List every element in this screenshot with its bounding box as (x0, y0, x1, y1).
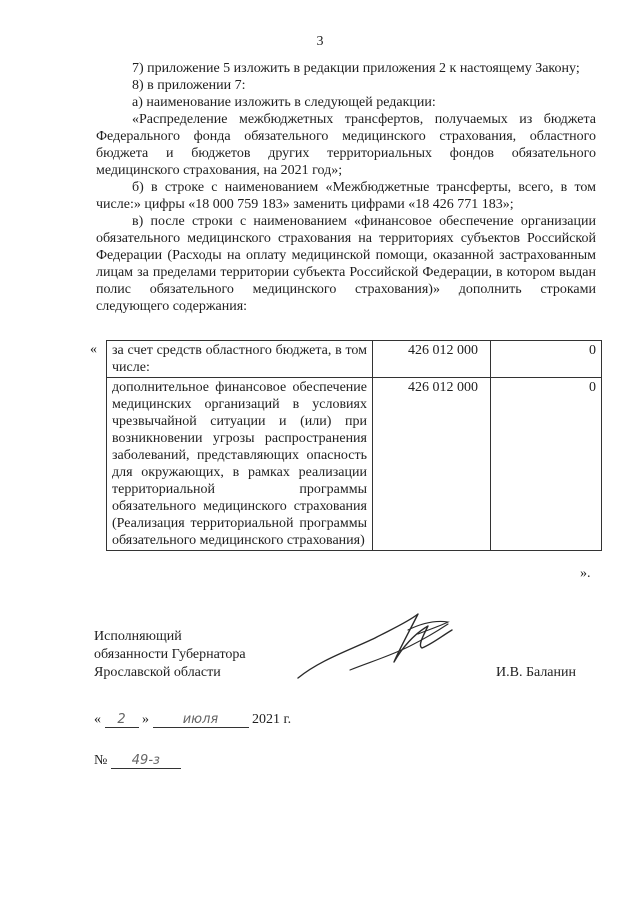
signatory-name: И.В. Баланин (496, 665, 577, 680)
paragraph-item-7: 7) приложение 5 изложить в редакции приложения 2 к настоящему Закону; (132, 61, 580, 76)
date-day: 2 (105, 713, 139, 728)
paragraph-subitem-v: в) после строки с наименованием «финансовое обеспечение организации обязательного медицинского страхования на территориях субъектов Российской Федерации (Расходы на оплату медицинской помощи, оказанной застрахованным лицам за пределами территории субъекта Российской Федерации, в котором выдан полис обязательного медицинского страхования)» дополнить строками следующего содержания: (96, 214, 596, 314)
table-row (107, 378, 602, 551)
signing-date (94, 712, 291, 728)
date-year: 2021 г. (252, 712, 292, 727)
paragraph-new-title: «Распределение межбюджетных трансфертов, получаемых из бюджета Федерального фонда обязательного медицинского страхования, областного бюджета и бюджетов других территориальных фондов обязательного медицинского страхования, на 2021 год»; (96, 112, 596, 178)
table-close-quote: ». (580, 566, 591, 581)
signatory-title (94, 628, 246, 682)
inserted-rows-block (86, 340, 606, 580)
row-value-cell: 0 (491, 341, 602, 378)
row-name-cell: за счет средств областного бюджета, в том числе: (107, 341, 373, 378)
row-value-cell: 426 012 000 (373, 378, 491, 551)
number-label: № (94, 753, 108, 768)
row-value-cell: 0 (491, 378, 602, 551)
signatory-line: Ярославской области (94, 665, 221, 680)
page-number: 3 (316, 34, 324, 49)
date-open-quote: « (94, 712, 101, 727)
body-text (96, 60, 596, 315)
paragraph-item-8: 8) в приложении 7: (132, 78, 246, 93)
date-close-quote: » (142, 712, 149, 727)
paragraph-subitem-b: б) в строке с наименованием «Межбюджетные трансферты, всего, в том числе:» цифры «18 000 759 183» заменить цифрами «18 426 771 183»; (96, 180, 596, 212)
number-value: 49-з (111, 754, 181, 769)
row-name-cell: дополнительное финансовое обеспечение медицинских организаций в условиях чрезвычайной ситуации и (или) при возникновении угрозы распространения заболеваний, представляющих опасность для окружающих, в рамках реализации территориальной программы обязательного медицинского страхования (Реализация территориальной программы обязательного медицинского страхования) (107, 378, 373, 551)
paragraph-subitem-a: а) наименование изложить в следующей редакции: (132, 95, 436, 110)
table-row (107, 341, 602, 378)
row-value-cell: 426 012 000 (373, 341, 491, 378)
transfers-table (106, 340, 602, 551)
handwritten-signature-icon (290, 600, 470, 690)
date-month: июля (153, 713, 249, 728)
signatory-line: обязанности Губернатора (94, 647, 246, 662)
law-number (94, 753, 181, 769)
table-open-quote: « (90, 342, 97, 357)
signatory-line: Исполняющий (94, 629, 182, 644)
